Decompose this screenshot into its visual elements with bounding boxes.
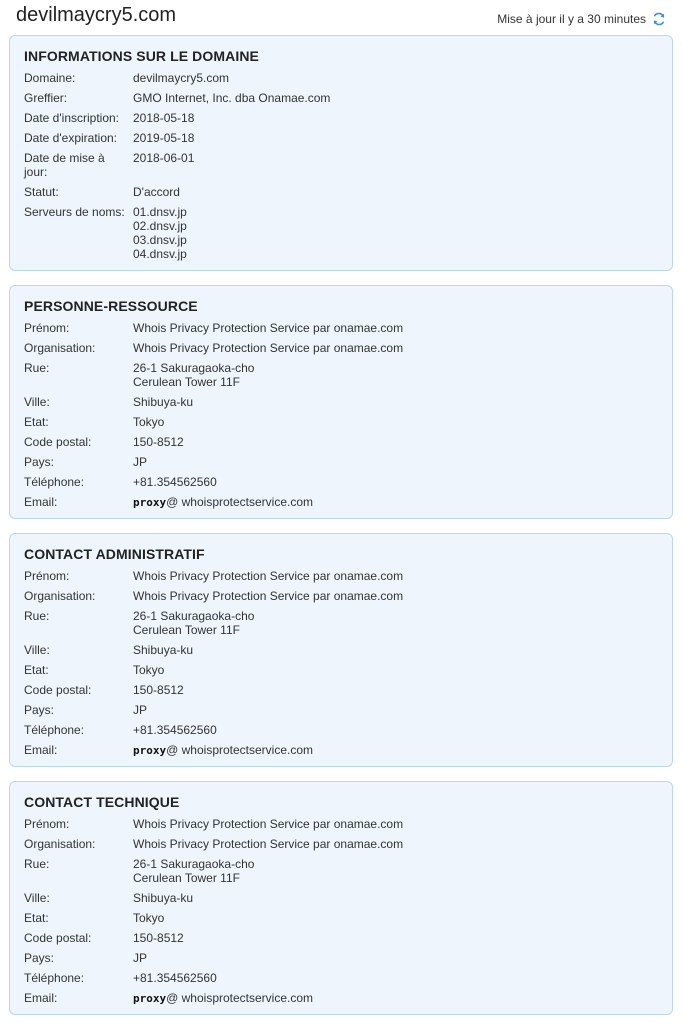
- field-label: Rue:: [24, 609, 50, 623]
- nameserver: 04.dnsv.jp: [133, 247, 187, 261]
- contact-row-organization: [24, 341, 660, 355]
- field-label: Greffier:: [24, 91, 68, 105]
- contact-row-street: [24, 609, 660, 637]
- field-label: Email:: [24, 991, 58, 1005]
- field-label: Téléphone:: [24, 723, 85, 737]
- registrant-contact-card: [9, 285, 673, 519]
- update-status: [497, 12, 666, 26]
- info-row-creation-date: [24, 111, 660, 125]
- field-value: Shibuya-ku: [133, 891, 194, 905]
- field-value: Tokyo: [133, 663, 165, 677]
- contact-row-postal: [24, 435, 660, 449]
- field-value: 150-8512: [133, 435, 184, 449]
- email-value: [133, 495, 660, 510]
- field-value: +81.354562560: [133, 475, 217, 489]
- field-value: JP: [133, 703, 148, 717]
- email-user: proxy: [133, 992, 167, 1005]
- email-user: proxy: [133, 744, 167, 757]
- field-value: +81.354562560: [133, 723, 217, 737]
- email-value: [133, 991, 660, 1006]
- street-line: Cerulean Tower 11F: [133, 623, 240, 637]
- email-user: proxy: [133, 496, 167, 509]
- field-label: Pays:: [24, 951, 55, 965]
- field-label: Téléphone:: [24, 971, 85, 985]
- field-label: Pays:: [24, 703, 55, 717]
- section-title: INFORMATIONS SUR LE DOMAINE: [24, 48, 259, 64]
- field-label: Ville:: [24, 643, 50, 657]
- contact-row-email: [24, 991, 660, 1006]
- contact-row-street: [24, 361, 660, 389]
- field-value: Tokyo: [133, 415, 165, 429]
- nameserver: 01.dnsv.jp: [133, 205, 187, 219]
- field-value: Whois Privacy Protection Service par onamae.com: [133, 589, 404, 603]
- field-label: Organisation:: [24, 837, 96, 851]
- street-line: 26-1 Sakuragaoka-cho: [133, 857, 255, 871]
- contact-row-organization: [24, 837, 660, 851]
- field-label: Domaine:: [24, 71, 76, 85]
- admin-contact-card: [9, 533, 673, 767]
- contact-row-city: [24, 643, 660, 657]
- section-title: CONTACT ADMINISTRATIF: [24, 546, 205, 562]
- contact-row-phone: [24, 475, 660, 489]
- contact-row-state: [24, 911, 660, 925]
- section-title: CONTACT TECHNIQUE: [24, 794, 180, 810]
- field-label: Ville:: [24, 891, 50, 905]
- info-row-domain: [24, 71, 660, 85]
- field-label: Téléphone:: [24, 475, 85, 489]
- field-label: Etat:: [24, 911, 49, 925]
- contact-row-state: [24, 415, 660, 429]
- contact-row-email: [24, 743, 660, 758]
- contact-row-country: [24, 455, 660, 469]
- contact-row-organization: [24, 589, 660, 603]
- field-value: JP: [133, 455, 148, 469]
- contact-row-country: [24, 703, 660, 717]
- field-label: Organisation:: [24, 589, 96, 603]
- contact-row-state: [24, 663, 660, 677]
- field-label: Etat:: [24, 415, 49, 429]
- field-value: 2018-06-01: [133, 151, 195, 165]
- field-label: Prénom:: [24, 817, 70, 831]
- email-domain: @ whoisprotectservice.com: [166, 991, 314, 1005]
- field-label: Prénom:: [24, 569, 70, 583]
- field-label: Email:: [24, 495, 58, 509]
- update-status-text: Mise à jour il y a 30 minutes: [497, 12, 646, 26]
- field-label: Date d'expiration:: [24, 131, 118, 145]
- section-title: PERSONNE-RESSOURCE: [24, 298, 198, 314]
- field-label: Code postal:: [24, 683, 92, 697]
- field-label: Email:: [24, 743, 58, 757]
- contact-row-postal: [24, 683, 660, 697]
- field-label: Ville:: [24, 395, 50, 409]
- field-label: Date de mise à jour:: [24, 151, 105, 179]
- email-domain: @ whoisprotectservice.com: [166, 743, 314, 757]
- field-value: [133, 857, 660, 885]
- field-value: [133, 361, 660, 389]
- contact-row-street: [24, 857, 660, 885]
- contact-row-country: [24, 951, 660, 965]
- contact-row-city: [24, 891, 660, 905]
- contact-row-email: [24, 495, 660, 510]
- field-value: Whois Privacy Protection Service par onamae.com: [133, 341, 404, 355]
- field-label: Organisation:: [24, 341, 96, 355]
- contact-row-firstname: [24, 321, 660, 335]
- domain-info-card: [9, 35, 673, 271]
- field-value: Whois Privacy Protection Service par onamae.com: [133, 569, 404, 583]
- field-value: JP: [133, 951, 148, 965]
- field-value: D'accord: [133, 185, 180, 199]
- nameserver: 03.dnsv.jp: [133, 233, 187, 247]
- field-value: devilmaycry5.com: [133, 71, 230, 85]
- contact-row-firstname: [24, 817, 660, 831]
- contact-row-postal: [24, 931, 660, 945]
- email-domain: @ whoisprotectservice.com: [166, 495, 314, 509]
- field-value: Whois Privacy Protection Service par onamae.com: [133, 321, 404, 335]
- street-line: Cerulean Tower 11F: [133, 375, 240, 389]
- field-value: [133, 609, 660, 637]
- info-row-updated-date: [24, 151, 660, 179]
- field-value: Shibuya-ku: [133, 395, 194, 409]
- info-row-expiration-date: [24, 131, 660, 145]
- contact-row-phone: [24, 723, 660, 737]
- field-label: Rue:: [24, 361, 50, 375]
- nameserver-list: [133, 205, 660, 261]
- info-row-status: [24, 185, 660, 199]
- field-value: 150-8512: [133, 683, 184, 697]
- info-row-nameservers: [24, 205, 660, 261]
- contact-row-phone: [24, 971, 660, 985]
- refresh-icon[interactable]: [652, 12, 666, 26]
- field-value: 2018-05-18: [133, 111, 195, 125]
- field-value: Tokyo: [133, 911, 165, 925]
- field-label: Date d'inscription:: [24, 111, 120, 125]
- field-value: Shibuya-ku: [133, 643, 194, 657]
- page-title: devilmaycry5.com: [16, 4, 177, 26]
- field-label: Etat:: [24, 663, 49, 677]
- tech-contact-card: [9, 781, 673, 1015]
- field-label: Pays:: [24, 455, 55, 469]
- field-label: Statut:: [24, 185, 59, 199]
- field-label: Code postal:: [24, 931, 92, 945]
- field-label: Code postal:: [24, 435, 92, 449]
- street-line: 26-1 Sakuragaoka-cho: [133, 361, 255, 375]
- info-row-registrar: [24, 91, 660, 105]
- field-value: Whois Privacy Protection Service par onamae.com: [133, 837, 404, 851]
- nameserver: 02.dnsv.jp: [133, 219, 187, 233]
- street-line: Cerulean Tower 11F: [133, 871, 240, 885]
- field-label: Serveurs de noms:: [24, 205, 125, 219]
- field-value: 2019-05-18: [133, 131, 195, 145]
- contact-row-firstname: [24, 569, 660, 583]
- field-value: GMO Internet, Inc. dba Onamae.com: [133, 91, 331, 105]
- field-label: Rue:: [24, 857, 50, 871]
- email-value: [133, 743, 660, 758]
- field-value: Whois Privacy Protection Service par onamae.com: [133, 817, 404, 831]
- page-header: [0, 0, 682, 34]
- field-label: Prénom:: [24, 321, 70, 335]
- field-value: +81.354562560: [133, 971, 217, 985]
- street-line: 26-1 Sakuragaoka-cho: [133, 609, 255, 623]
- field-value: 150-8512: [133, 931, 184, 945]
- contact-row-city: [24, 395, 660, 409]
